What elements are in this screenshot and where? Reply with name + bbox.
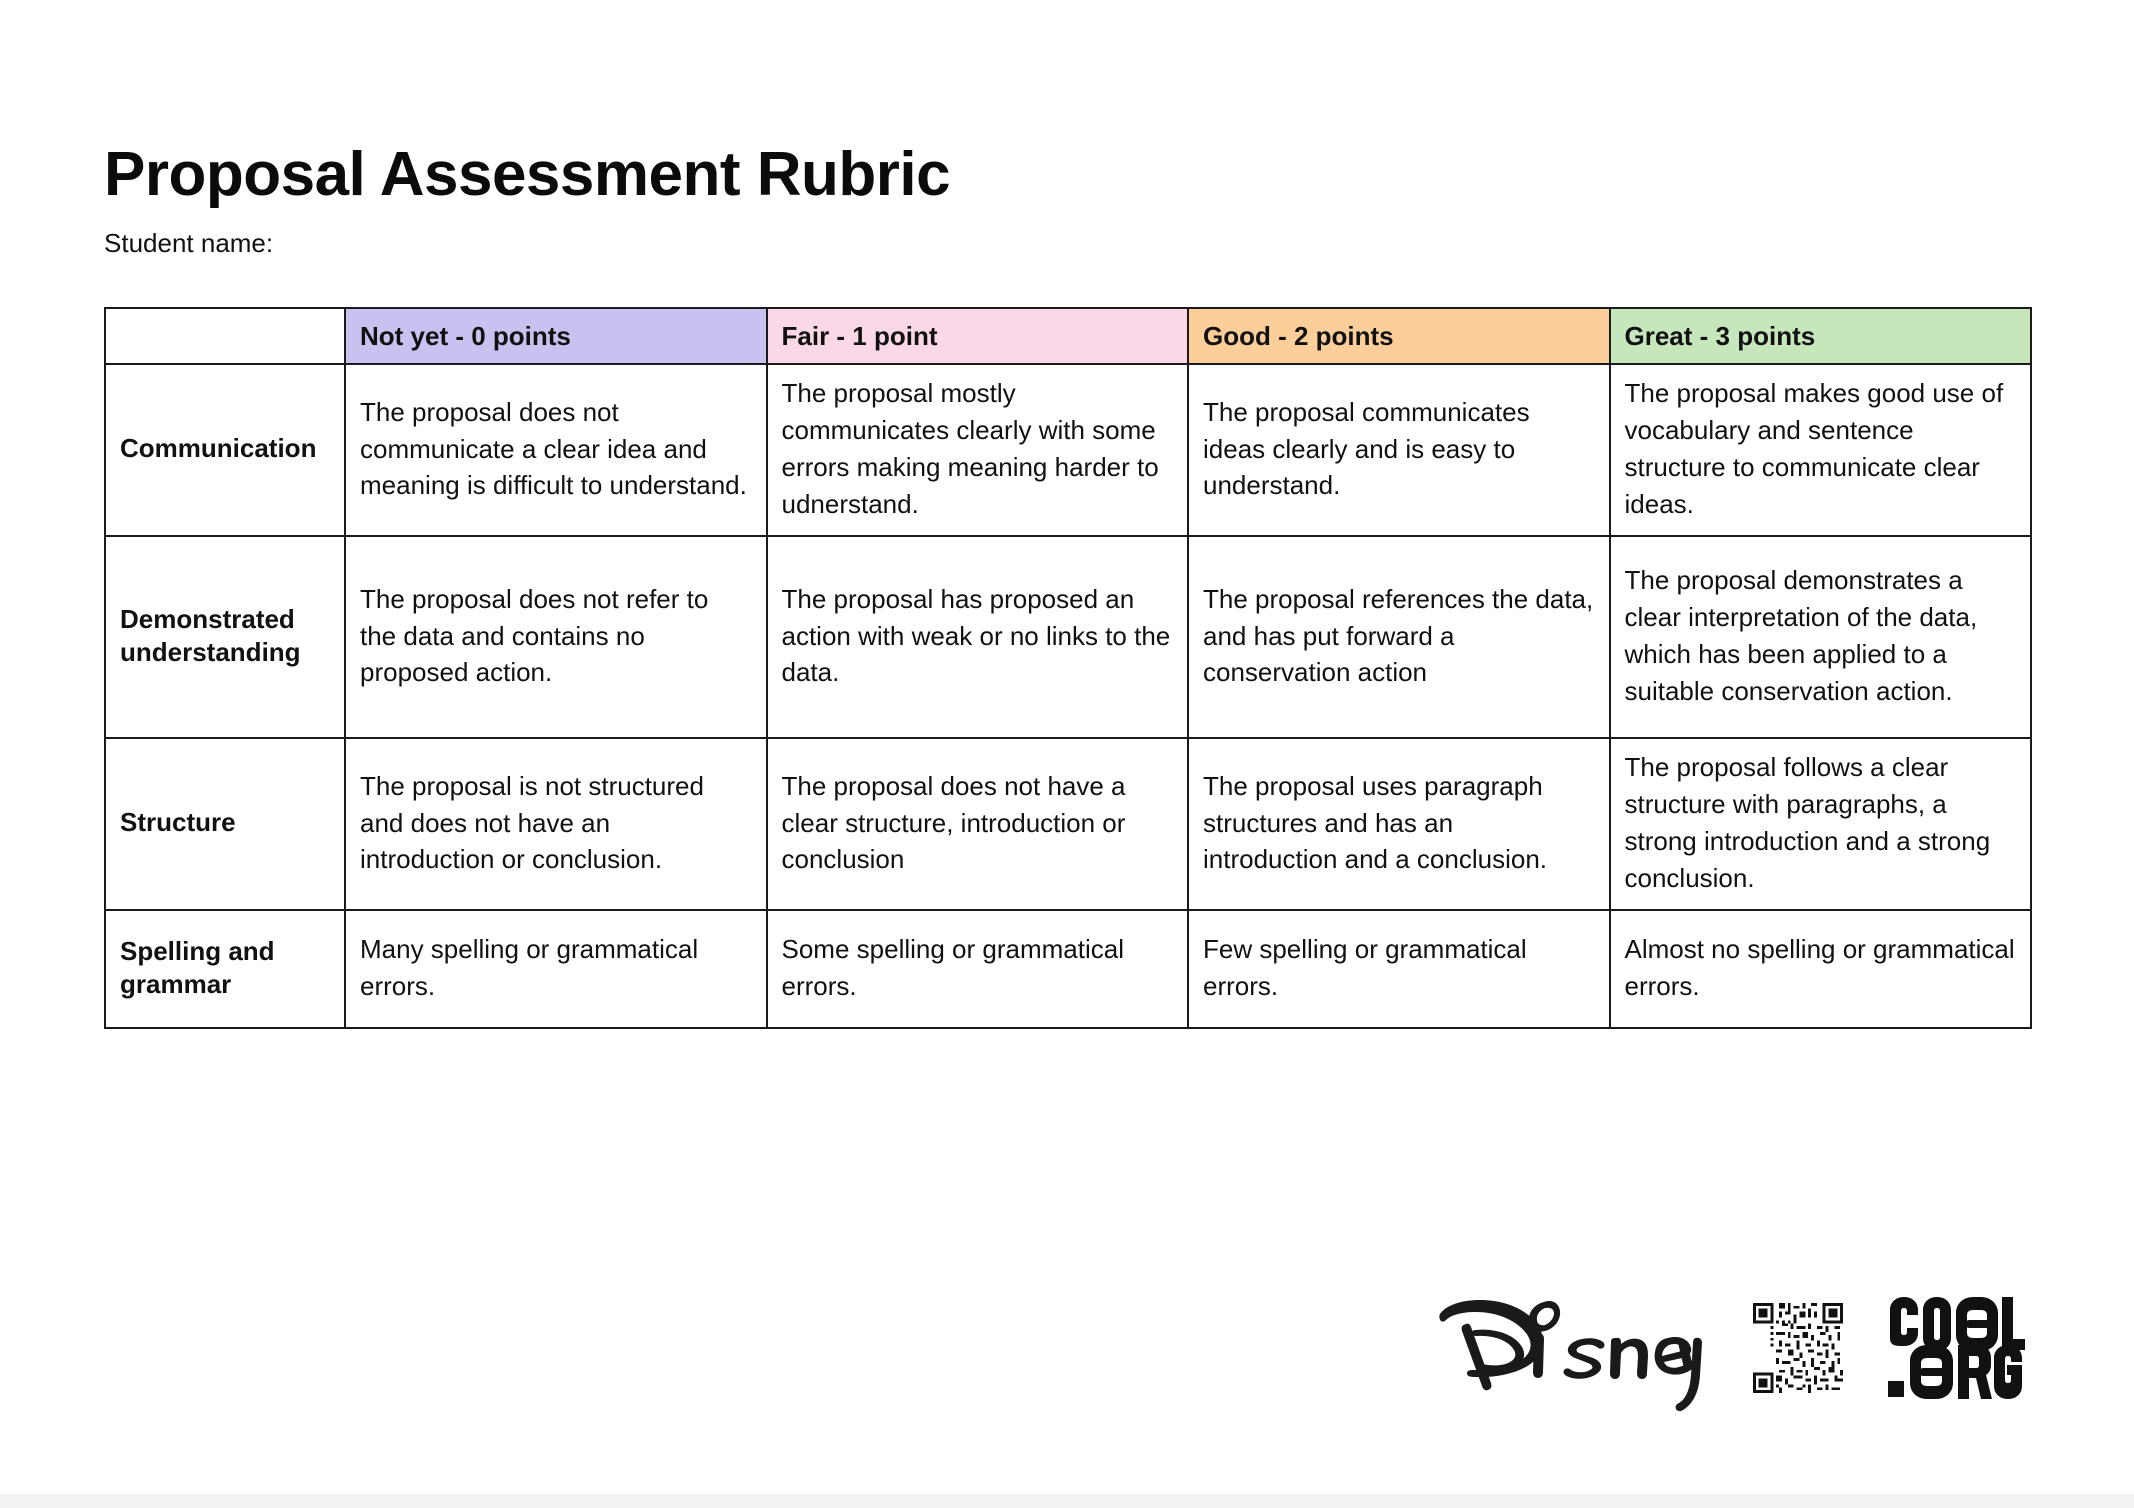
page-bottom-edge bbox=[0, 1494, 2134, 1508]
rubric-table bbox=[104, 307, 2032, 1029]
column-header-fair: Fair - 1 point bbox=[767, 308, 1189, 364]
cell-understanding-not-yet: The proposal does not refer to the data and contains no proposed action. bbox=[345, 536, 767, 738]
cell-structure-not-yet: The proposal is not structured and does not have an introduction or conclusion. bbox=[345, 738, 767, 910]
column-header-good: Good - 2 points bbox=[1188, 308, 1610, 364]
criterion-label-communication: Communication bbox=[105, 364, 345, 536]
criterion-label-structure: Structure bbox=[105, 738, 345, 910]
header-corner-cell bbox=[105, 308, 345, 364]
rubric-table-container bbox=[104, 307, 2030, 1029]
table-row bbox=[105, 910, 2031, 1028]
cell-understanding-good: The proposal references the data, and has put forward a conservation action bbox=[1188, 536, 1610, 738]
column-header-great: Great - 3 points bbox=[1610, 308, 2032, 364]
cell-communication-good: The proposal communicates ideas clearly and is easy to understand. bbox=[1188, 364, 1610, 536]
cell-spelling-fair: Some spelling or grammatical errors. bbox=[767, 910, 1189, 1028]
criterion-label-spelling-and-grammar: Spelling and grammar bbox=[105, 910, 345, 1028]
cell-structure-great: The proposal follows a clear structure with paragraphs, a strong introduction and a strong conclusion. bbox=[1610, 738, 2032, 910]
cell-structure-fair: The proposal does not have a clear structure, introduction or conclusion bbox=[767, 738, 1189, 910]
footer-logo-group bbox=[1420, 1278, 2040, 1418]
column-header-not-yet: Not yet - 0 points bbox=[345, 308, 767, 364]
criterion-label-demonstrated-understanding: Demonstrated understanding bbox=[105, 536, 345, 738]
cell-communication-not-yet: The proposal does not communicate a clear idea and meaning is difficult to understand. bbox=[345, 364, 767, 536]
cell-understanding-fair: The proposal has proposed an action with weak or no links to the data. bbox=[767, 536, 1189, 738]
table-row bbox=[105, 738, 2031, 910]
qr-code-icon bbox=[1750, 1300, 1846, 1396]
table-header-row bbox=[105, 308, 2031, 364]
cell-understanding-great: The proposal demonstrates a clear interpretation of the data, which has been applied to a suitable conservation action. bbox=[1610, 536, 2032, 738]
cell-structure-good: The proposal uses paragraph structures and has an introduction and a conclusion. bbox=[1188, 738, 1610, 910]
cell-spelling-good: Few spelling or grammatical errors. bbox=[1188, 910, 1610, 1028]
page-title: Proposal Assessment Rubric bbox=[104, 139, 951, 209]
cell-communication-great: The proposal makes good use of vocabulary and sentence structure to communicate clear ideas. bbox=[1610, 364, 2032, 536]
table-row bbox=[105, 536, 2031, 738]
table-row bbox=[105, 364, 2031, 536]
cell-spelling-great: Almost no spelling or grammatical errors. bbox=[1610, 910, 2032, 1028]
coolorg-logo-icon bbox=[1886, 1296, 2026, 1400]
cell-spelling-not-yet: Many spelling or grammatical errors. bbox=[345, 910, 767, 1028]
student-name-label: Student name: bbox=[104, 228, 274, 258]
cell-communication-fair: The proposal mostly communicates clearly with some errors making meaning harder to udnerstand. bbox=[767, 364, 1189, 536]
disney-logo-icon bbox=[1420, 1284, 1710, 1412]
